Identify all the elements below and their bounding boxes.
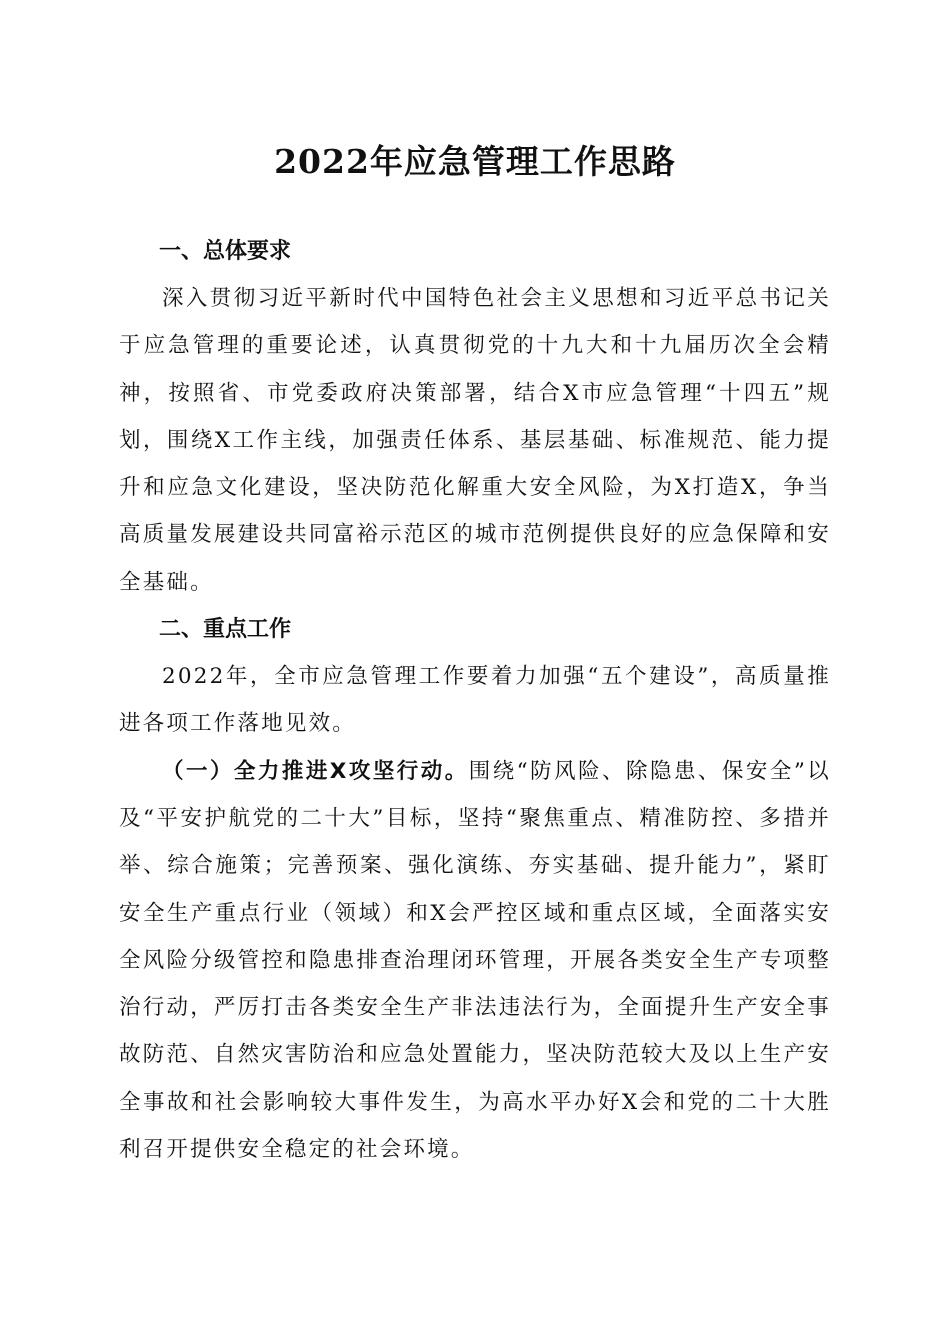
document-title: 2022年应急管理工作思路 xyxy=(274,142,676,181)
section-paragraph-item-1 xyxy=(119,748,831,1174)
document-body xyxy=(119,228,831,1173)
section-paragraph-general-requirements: 深入贯彻习近平新时代中国特色社会主义思想和习近平总书记关于应急管理的重要论述，认真贯彻党的十九大和十九届历次全会精神，按照省、市党委政府决策部署，结合X市应急管理“十四五”规划，围绕X工作主线，加强责任体系、基层基础、标准规范、能力提升和应急文化建设，坚决防范化解重大安全风险，为X打造X，争当高质量发展建设共同富裕示范区的城市范例提供良好的应急保障和安全基础。 xyxy=(119,286,831,595)
item-1-label: （一）全力推进X攻坚行动。 xyxy=(162,758,469,784)
item-1-text: 围绕“防风险、除隐患、保安全”以及“平安护航党的二十大”目标，坚持“聚焦重点、精准防控、多措并举、综合施策；完善预案、强化演练、夯实基础、提升能力”，紧盯安全生产重点行业（领域）和X会严控区域和重点区域，全面落实安全风险分级管控和隐患排查治理闭环管理，开展各类安全生产专项整治行动，严厉打击各类安全生产非法违法行为，全面提升生产安全事故防范、自然灾害防治和应急处置能力，坚决防范较大及以上生产安全事故和社会影响较大事件发生，为高水平办好X会和党的二十大胜利召开提供安全稳定的社会环境。 xyxy=(119,758,831,1163)
section-heading-key-work: 二、重点工作 xyxy=(159,617,292,643)
section-paragraph-key-work-intro: 2022年，全市应急管理工作要着力加强“五个建设”，高质量推进各项工作落地见效。 xyxy=(119,664,831,737)
section-heading-general-requirements: 一、总体要求 xyxy=(159,239,292,264)
